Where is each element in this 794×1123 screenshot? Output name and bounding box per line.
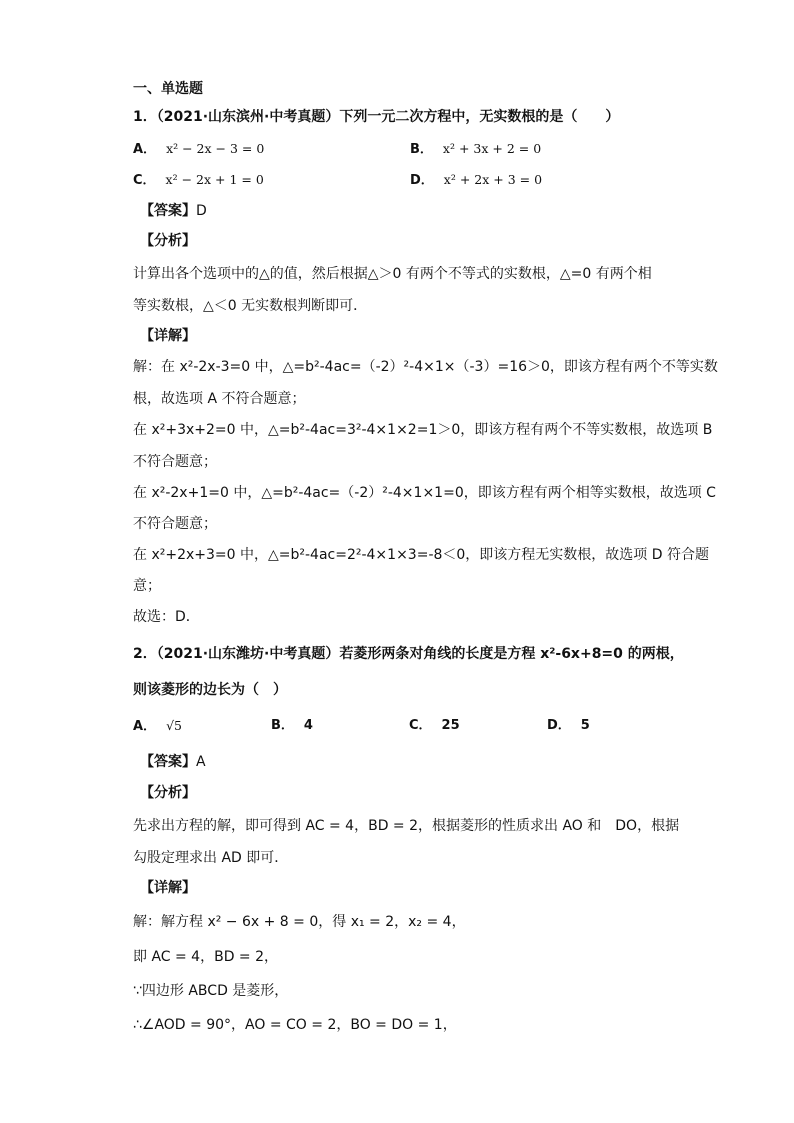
q2-answer [140,752,206,772]
q1-stem: 1．（2021·山东滨州·中考真题）下列一元二次方程中，无实数根的是（ ） [133,109,620,125]
q1-detail-line: 不符合题意； [133,454,217,470]
q1-answer [140,201,207,221]
q2-stem-line2: 则该菱形的边长为（ ） [133,682,287,698]
answer-value: D [196,203,207,219]
q2-detail-line: ∴∠AOD = 90°，AO = CO = 2，BO = DO = 1， [133,1017,457,1033]
q2-option-a [133,716,182,737]
q2-analysis-line: 先求出方程的解，即可得到 AC = 4，BD = 2，根据菱形的性质求出 AO 和 DO，根据 [133,818,680,834]
answer-tag: 【答案】 [140,203,196,219]
q2-option-c [409,716,460,736]
q1-option-a [133,139,264,160]
option-expr: x² − 2x − 3 = 0 [166,141,265,156]
option-label: D． [410,173,434,188]
q1-analysis-line: 计算出各个选项中的△的值，然后根据△＞0 有两个不等式的实数根，△=0 有两个相 [133,266,652,282]
q1-detail-line: 不符合题意； [133,516,217,532]
option-label: A． [133,142,157,157]
q2-detail-tag: 【详解】 [140,880,196,896]
option-label: B． [410,142,433,157]
q2-detail-line: 解：解方程 x² − 6x + 8 = 0，得 x₁ = 2，x₂ = 4， [133,914,466,930]
option-label: B． [271,718,294,733]
q1-detail-line: 在 x²+3x+2=0 中，△=b²-4ac=3²-4×1×2=1＞0，即该方程有两个不等实数根，故选项 B [133,422,713,438]
answer-value: A [196,754,206,770]
q1-detail-line: 根，故选项 A 不符合题意； [133,391,306,407]
section-title: 一、单选题 [133,81,203,97]
q1-detail-line: 意； [133,578,161,594]
q2-analysis-tag: 【分析】 [140,785,196,801]
answer-tag: 【答案】 [140,754,196,770]
q1-analysis-tag: 【分析】 [140,233,196,249]
option-expr: 5 [580,718,590,733]
q1-detail-line: 故选：D． [133,609,200,625]
option-expr: x² + 2x + 3 = 0 [443,172,543,187]
option-label: C． [133,173,156,188]
q2-detail-line: ∵四边形 ABCD 是菱形， [133,983,289,999]
q1-option-d [410,170,542,191]
q1-detail-line: 在 x²-2x+1=0 中，△=b²-4ac=（-2）²-4×1×1=0，即该方程有两个相等实数根，故选项 C [133,485,716,501]
q1-detail-tag: 【详解】 [140,328,196,344]
q1-option-b [410,139,541,160]
option-expr: 25 [441,718,460,733]
q1-analysis-line: 等实数根，△＜0 无实数根判断即可． [133,298,368,314]
q2-option-d [547,716,590,736]
q2-option-b [271,716,313,736]
q1-option-c [133,170,264,191]
option-expr: x² − 2x + 1 = 0 [165,172,264,187]
option-expr: 4 [303,718,313,733]
q2-analysis-line: 勾股定理求出 AD 即可． [133,850,289,866]
option-label: A． [133,719,157,734]
q1-detail-line: 在 x²+2x+3=0 中，△=b²-4ac=2²-4×1×3=-8＜0，即该方程无实数根，故选项 D 符合题 [133,547,709,563]
q2-detail-line: 即 AC = 4，BD = 2， [133,949,279,965]
option-label: C． [409,718,432,733]
option-expr: √5 [166,718,182,733]
option-expr: x² + 3x + 2 = 0 [442,141,542,156]
q2-stem-line1: 2．（2021·山东潍坊·中考真题）若菱形两条对角线的长度是方程 x²-6x+8=0 的两根， [133,646,684,662]
q1-detail-line: 解：在 x²-2x-3=0 中，△=b²-4ac=（-2）²-4×1×（-3）=16＞0，即该方程有两个不等实数 [133,359,718,375]
option-label: D． [547,718,571,733]
